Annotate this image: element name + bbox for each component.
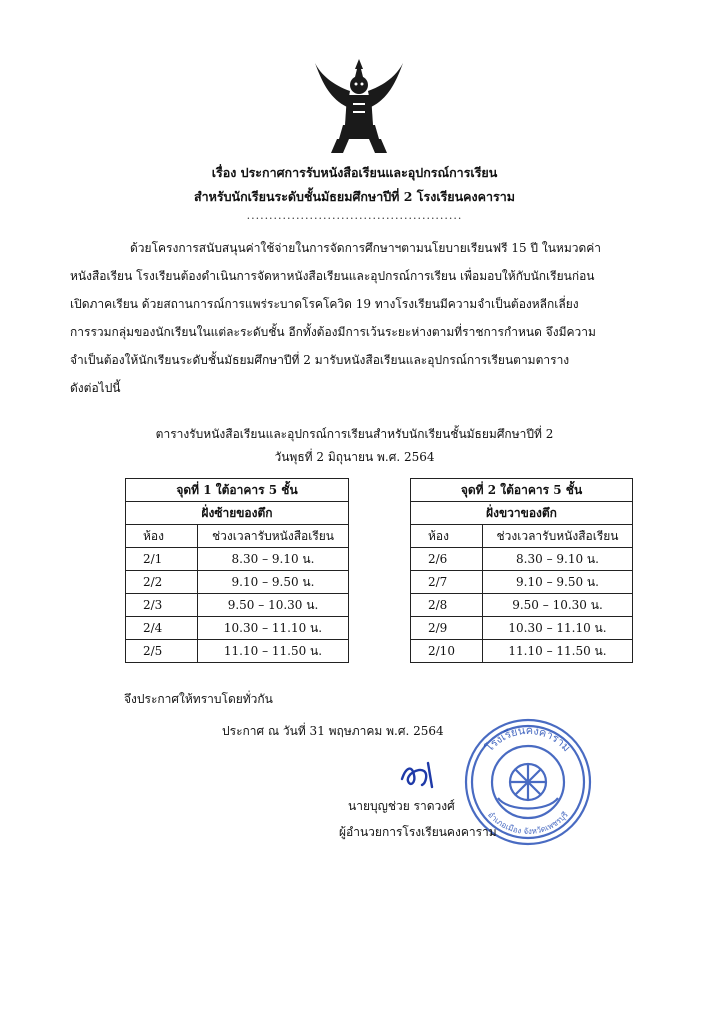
room-cell: 2/2 <box>126 571 198 594</box>
table-row <box>126 617 349 640</box>
garuda-emblem-icon <box>313 55 405 155</box>
table-row <box>411 640 633 663</box>
column-header-room: ห้อง <box>411 525 483 548</box>
time-cell: 9.10 – 9.50 น. <box>483 571 633 594</box>
time-cell: 9.50 – 10.30 น. <box>483 594 633 617</box>
svg-text:โรงเรียนคงคาราม: โรงเรียนคงคาราม <box>482 723 574 755</box>
document-title: เรื่อง ประกาศการรับหนังสือเรียนและอุปกรณ์การเรียน <box>211 165 498 180</box>
room-cell: 2/7 <box>411 571 483 594</box>
body-line: ด้วยโครงการสนับสนุนค่าใช้จ่ายในการจัดการศึกษาฯตามนโยบายเรียนฟรี 15 ปี ในหมวดค่า <box>130 241 602 255</box>
time-cell: 11.10 – 11.50 น. <box>198 640 349 663</box>
time-cell: 10.30 – 11.10 น. <box>198 617 349 640</box>
column-header-time: ช่วงเวลารับหนังสือเรียน <box>483 525 633 548</box>
svg-text:อำเภอเมือง จังหวัดเพชรบุรี: อำเภอเมือง จังหวัดเพชรบุรี <box>486 810 570 837</box>
table-row <box>411 617 633 640</box>
room-cell: 2/9 <box>411 617 483 640</box>
signer-title: ผู้อำนวยการโรงเรียนคงคาราม <box>339 825 497 839</box>
table-header-point: จุดที่ 1 ใต้อาคาร 5 ชั้น <box>126 479 349 502</box>
title-separator: ................................................ <box>246 209 463 222</box>
body-line: ดังต่อไปนี้ <box>70 381 121 395</box>
signature-icon <box>398 757 438 792</box>
schedule-table-left <box>125 478 349 663</box>
room-cell: 2/6 <box>411 548 483 571</box>
room-cell: 2/4 <box>126 617 198 640</box>
table-row <box>126 571 349 594</box>
time-cell: 9.10 – 9.50 น. <box>198 571 349 594</box>
body-line: จำเป็นต้องให้นักเรียนระดับชั้นมัธยมศึกษาปีที่ 2 มารับหนังสือเรียนและอุปกรณ์การเรียนตามตาราง <box>70 353 570 367</box>
table-row <box>126 548 349 571</box>
table-row <box>126 640 349 663</box>
schedule-table-right <box>410 478 633 663</box>
body-line: เปิดภาคเรียน ด้วยสถานการณ์การแพร่ระบาดโรคโควิด 19 ทางโรงเรียนมีความจำเป็นต้องหลีกเลี่ยง <box>70 297 579 311</box>
table-header-side: ฝั่งซ้ายของตึก <box>126 502 349 525</box>
closing-notice: จึงประกาศให้ทราบโดยทั่วกัน <box>124 692 273 706</box>
announcement-date: ประกาศ ณ วันที่ 31 พฤษภาคม พ.ศ. 2564 <box>222 724 444 738</box>
body-line: การรวมกลุ่มของนักเรียนในแต่ละระดับชั้น อีกทั้งต้องมีการเว้นระยะห่างตามที่ราชการกำหนด จึงมีความ <box>70 325 596 339</box>
time-cell: 11.10 – 11.50 น. <box>483 640 633 663</box>
column-header-time: ช่วงเวลารับหนังสือเรียน <box>198 525 349 548</box>
time-cell: 10.30 – 11.10 น. <box>483 617 633 640</box>
room-cell: 2/1 <box>126 548 198 571</box>
table-header-side: ฝั่งขวาของตึก <box>411 502 633 525</box>
time-cell: 9.50 – 10.30 น. <box>198 594 349 617</box>
table-header-point: จุดที่ 2 ใต้อาคาร 5 ชั้น <box>411 479 633 502</box>
room-cell: 2/10 <box>411 640 483 663</box>
room-cell: 2/5 <box>126 640 198 663</box>
table-row <box>126 594 349 617</box>
document-subtitle: สำหรับนักเรียนระดับชั้นมัธยมศึกษาปีที่ 2 โรงเรียนคงคาราม <box>194 189 515 204</box>
column-header-room: ห้อง <box>126 525 198 548</box>
room-cell: 2/8 <box>411 594 483 617</box>
room-cell: 2/3 <box>126 594 198 617</box>
schedule-date: วันพุธที่ 2 มิถุนายน พ.ศ. 2564 <box>274 450 435 464</box>
time-cell: 8.30 – 9.10 น. <box>198 548 349 571</box>
table-row <box>411 548 633 571</box>
table-row <box>411 594 633 617</box>
body-line: หนังสือเรียน โรงเรียนต้องดำเนินการจัดหาหนังสือเรียนและอุปกรณ์การเรียน เพื่อมอบให้กับนักเรียนก่อน <box>70 269 595 283</box>
schedule-caption: ตารางรับหนังสือเรียนและอุปกรณ์การเรียนสำหรับนักเรียนชั้นมัธยมศึกษาปีที่ 2 <box>155 427 554 441</box>
time-cell: 8.30 – 9.10 น. <box>483 548 633 571</box>
table-row <box>411 571 633 594</box>
signer-name: นายบุญช่วย ราดวงศ์ <box>348 799 455 813</box>
